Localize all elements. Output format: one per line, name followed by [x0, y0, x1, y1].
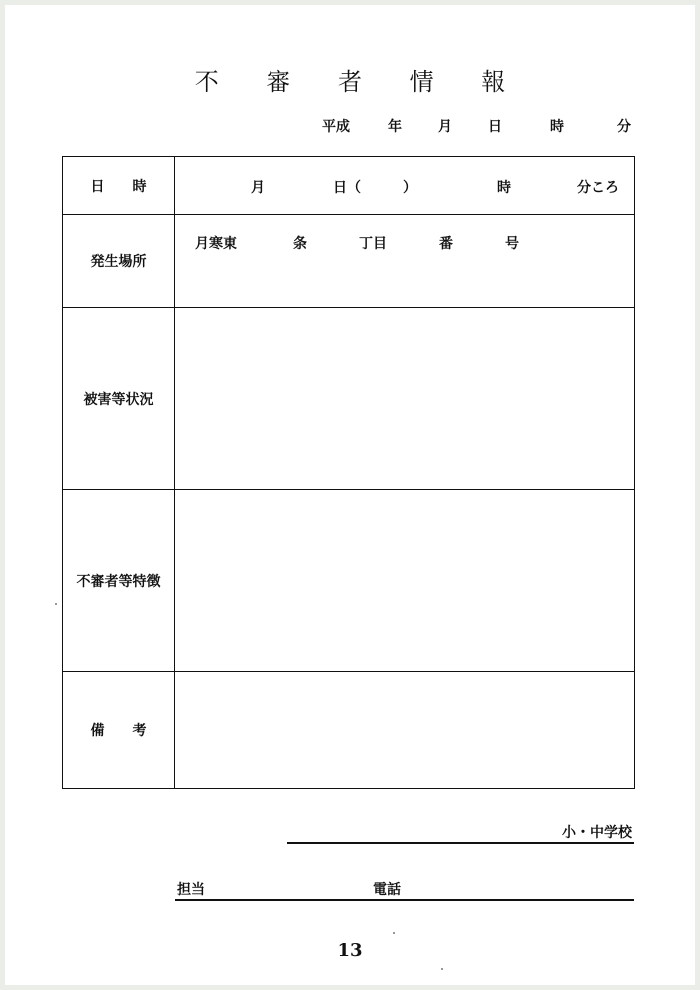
location-chome: 丁目	[359, 236, 387, 252]
page-number: 13	[337, 940, 363, 961]
hour-label: 時	[550, 119, 564, 135]
year-label: 年	[388, 119, 402, 135]
table-row-suspect	[63, 490, 635, 672]
scan-speck	[393, 932, 395, 934]
datetime-hour: 時	[497, 180, 511, 196]
remarks-label: 備 考	[63, 672, 175, 789]
datetime-day: 日（ ）	[333, 180, 417, 196]
contact-field[interactable]	[175, 879, 634, 901]
location-area: 月寒東	[195, 236, 237, 252]
report-date-line	[0, 116, 700, 136]
month-label: 月	[438, 119, 452, 135]
school-suffix-label: 小・中学校	[562, 825, 632, 841]
phone-label: 電話	[373, 882, 401, 898]
school-name-field[interactable]	[287, 822, 634, 844]
location-jo: 条	[293, 236, 307, 252]
table-row-damage	[63, 308, 635, 490]
document-title: 不 審 者 情 報	[194, 68, 526, 96]
report-form-table	[62, 156, 635, 789]
suspect-label: 不審者等特徴	[63, 490, 175, 672]
table-row-location	[63, 215, 635, 308]
scan-speck	[441, 968, 443, 970]
damage-label: 被害等状況	[63, 308, 175, 490]
table-row-datetime	[63, 157, 635, 215]
datetime-minute: 分ころ	[577, 180, 619, 196]
datetime-month: 月	[251, 180, 265, 196]
suspect-field[interactable]	[175, 490, 635, 672]
location-go: 号	[505, 236, 519, 252]
minute-label: 分	[617, 119, 631, 135]
scan-speck	[55, 603, 57, 605]
datetime-field[interactable]	[175, 157, 635, 215]
remarks-field[interactable]	[175, 672, 635, 789]
location-label: 発生場所	[63, 215, 175, 308]
person-in-charge-label: 担当	[177, 882, 205, 898]
datetime-label: 日 時	[63, 157, 175, 215]
location-field[interactable]	[175, 215, 635, 308]
era-label: 平成	[322, 119, 350, 135]
damage-field[interactable]	[175, 308, 635, 490]
location-ban: 番	[439, 236, 453, 252]
day-label: 日	[488, 119, 502, 135]
table-row-remarks	[63, 672, 635, 789]
